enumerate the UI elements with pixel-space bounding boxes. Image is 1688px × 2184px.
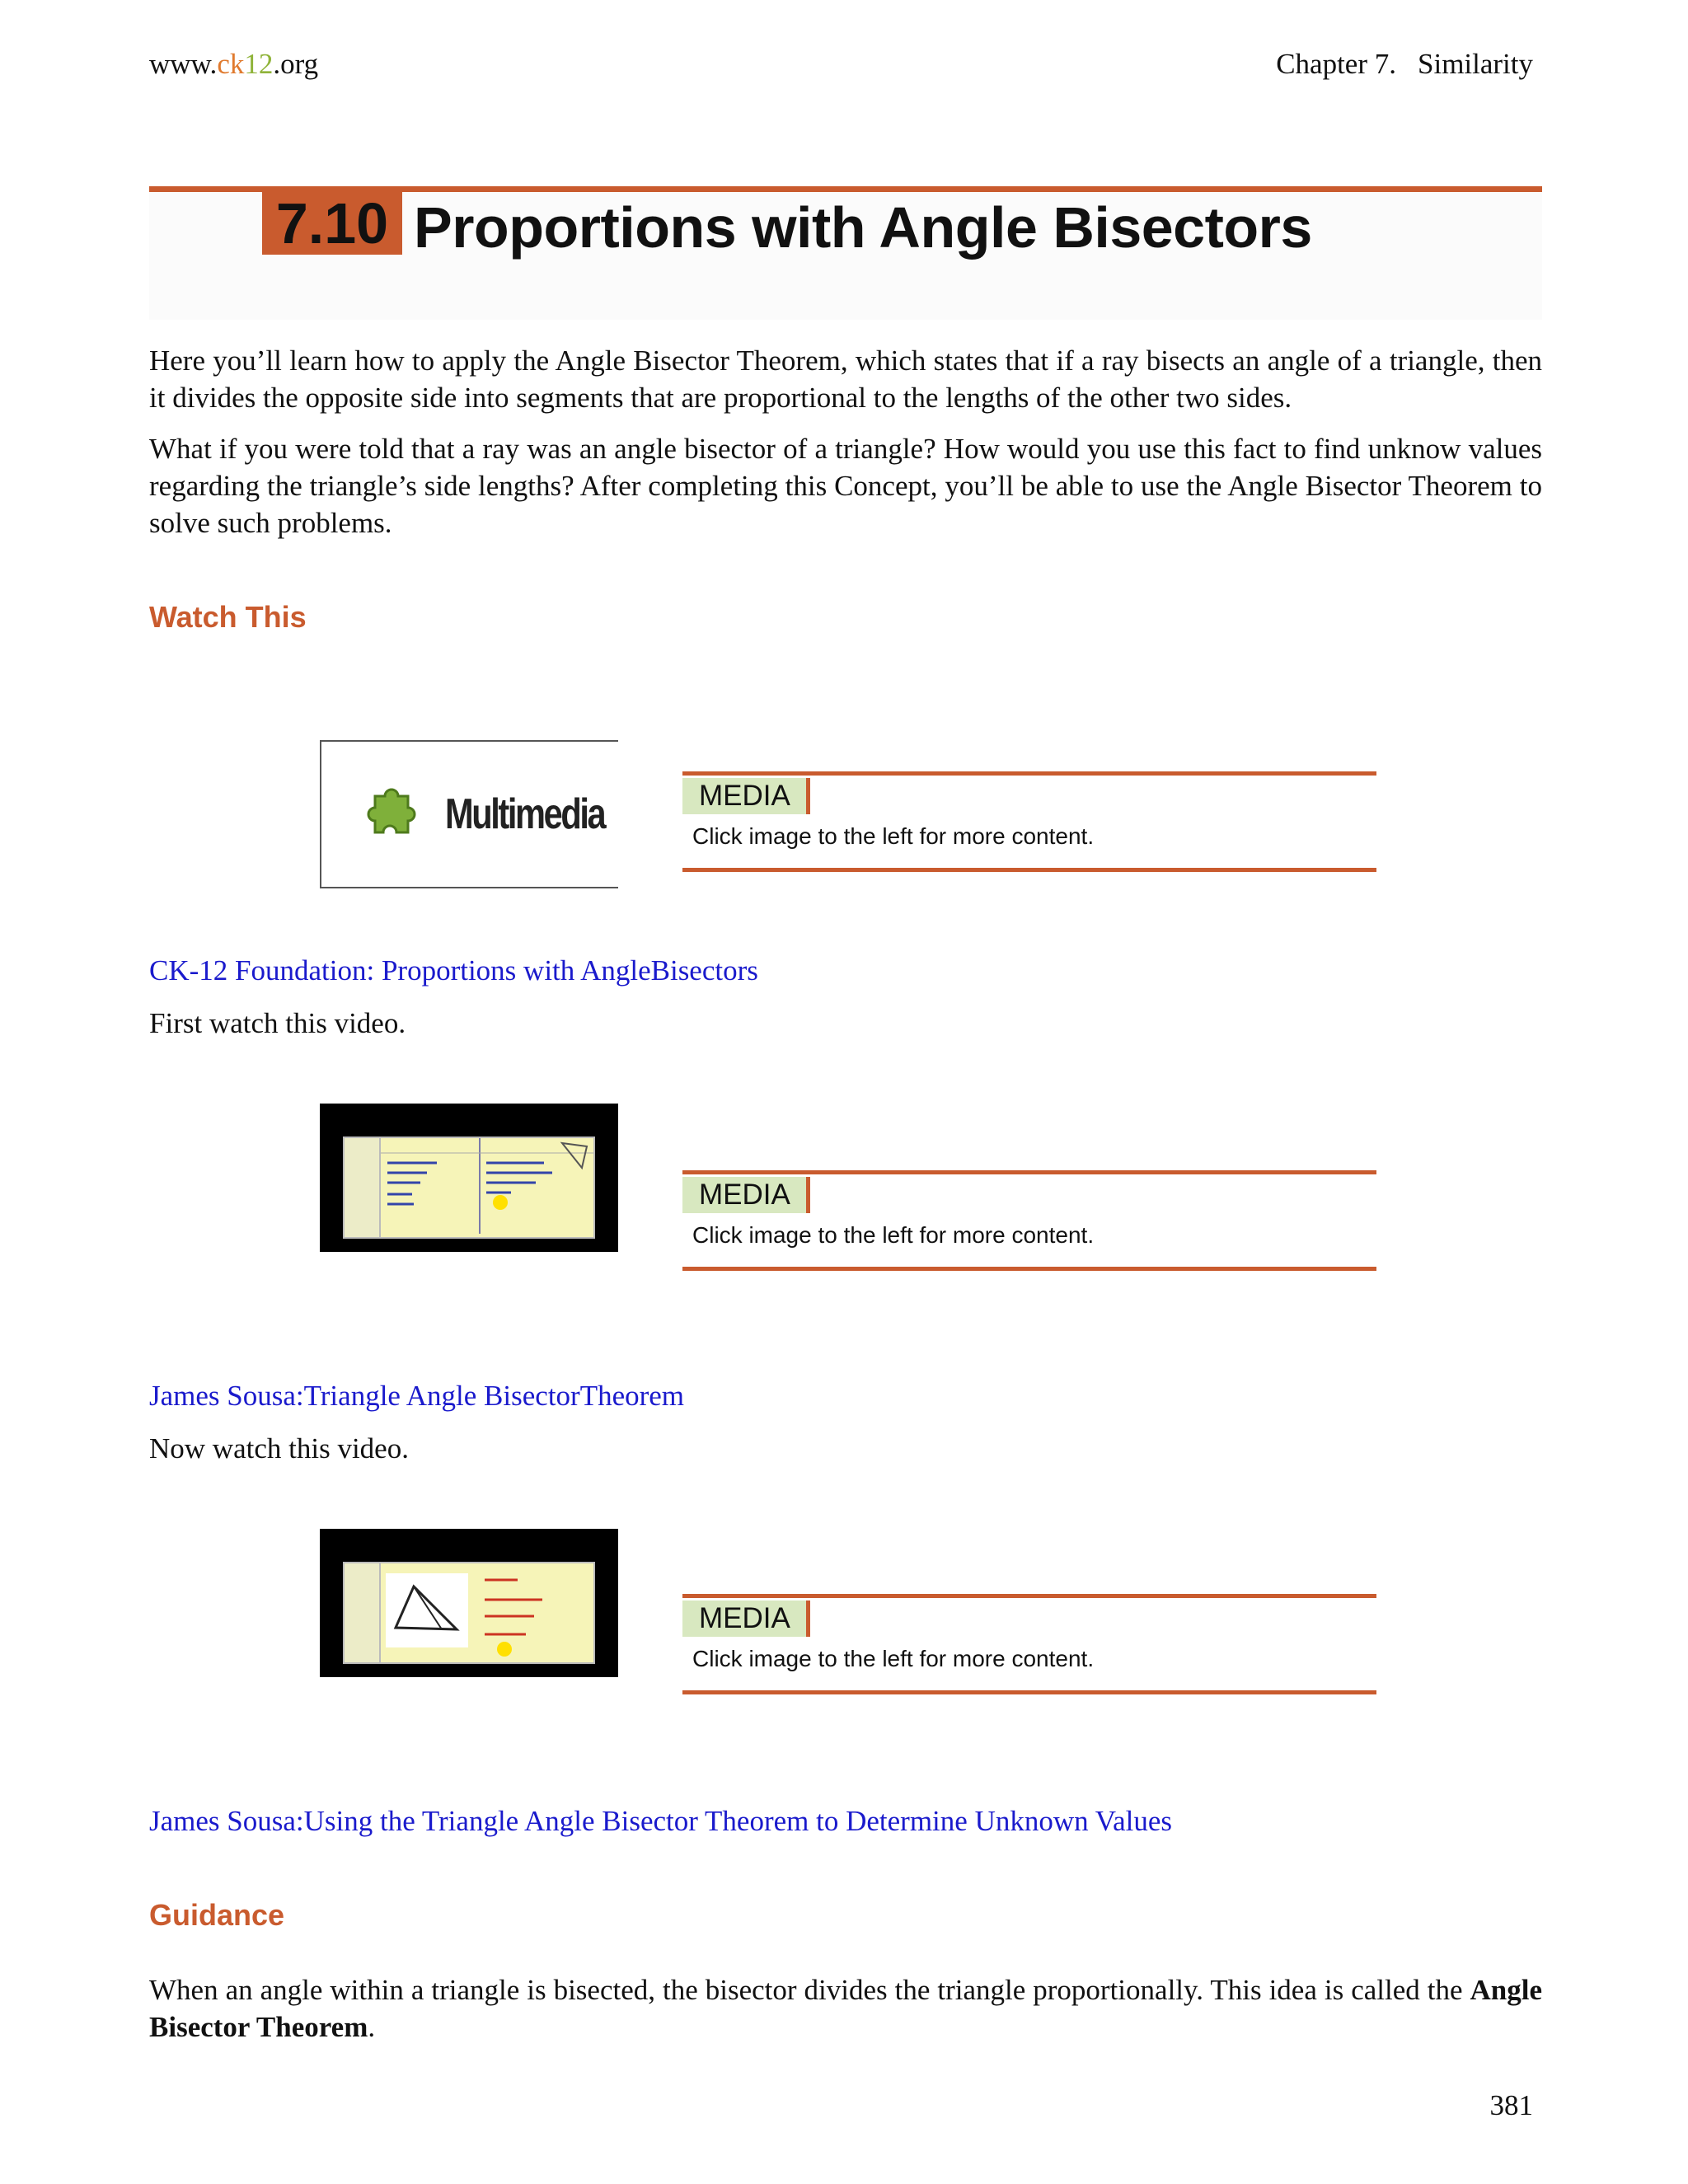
watch-this-heading: Watch This: [149, 600, 307, 634]
page-number: 381: [1489, 2089, 1533, 2121]
link-sousa-unknown-values-video[interactable]: James Sousa:Using the Triangle Angle Bisector Theorem to Determine Unknown Values: [149, 1805, 1173, 1837]
media-box-3: [682, 1594, 1376, 1694]
site-ck: ck: [217, 48, 245, 80]
intro-paragraph-2: What if you were told that a ray was an angle bisector of a triangle? How would you use this fact to find unknow values regarding the triangle’s side lengths? After completing this Concept, you’ll be able to use the Angle Bisector Theorem to solve such problems.: [149, 433, 1542, 539]
video-frame: [343, 1137, 595, 1239]
multimedia-label: Multimedia: [445, 790, 605, 838]
media-label: MEDIA: [682, 778, 810, 814]
section-number: 7.10: [262, 192, 402, 255]
video-frame: [343, 1562, 595, 1664]
media-label: MEDIA: [682, 1177, 810, 1213]
guidance-paragraph: [149, 1971, 1542, 2046]
media-box-1: [682, 771, 1376, 872]
chapter-header: [1276, 48, 1533, 81]
media-label: MEDIA: [682, 1601, 810, 1637]
link-sousa-theorem-video[interactable]: James Sousa:Triangle Angle BisectorTheorem: [149, 1380, 685, 1412]
now-watch-text: Now watch this video.: [149, 1432, 409, 1465]
media-note: Click image to the left for more content.: [692, 1222, 1095, 1248]
guidance-bold-term: Angle Bisector Theorem: [149, 1974, 1542, 2043]
site-num: 12: [244, 48, 274, 80]
media-note: Click image to the left for more content.: [692, 823, 1095, 849]
site-prefix: www.: [149, 48, 218, 80]
puzzle-piece-icon: [359, 781, 424, 847]
guidance-heading: Guidance: [149, 1898, 285, 1932]
section-title: Proportions with Angle Bisectors: [414, 195, 1312, 260]
site-url[interactable]: [149, 48, 318, 81]
video-thumbnail-1[interactable]: [320, 1104, 618, 1252]
multimedia-thumbnail[interactable]: [320, 740, 618, 888]
first-watch-text: First watch this video.: [149, 1007, 406, 1039]
chapter-number: Chapter 7.: [1276, 48, 1396, 80]
handwriting-marks: [381, 1138, 593, 1234]
media-box-2: [682, 1170, 1376, 1271]
chapter-title: Similarity: [1418, 48, 1533, 80]
site-suffix: .org: [273, 48, 319, 80]
link-ck12-video[interactable]: CK-12 Foundation: Proportions with AngleBisectors: [149, 954, 758, 987]
triangle-sketch: [381, 1563, 593, 1659]
intro-paragraph-1: Here you’ll learn how to apply the Angle Bisector Theorem, which states that if a ray bisects an angle of a triangle, then it divides the opposite side into segments that are proportional to the lengths of the other two sides.: [149, 344, 1542, 414]
video-thumbnail-2[interactable]: [320, 1529, 618, 1677]
media-note: Click image to the left for more content.: [692, 1646, 1095, 1671]
guidance-text-end: .: [368, 2011, 376, 2043]
guidance-text: When an angle within a triangle is bisected, the bisector divides the triangle proportionally. This idea is called the: [149, 1974, 1470, 2006]
